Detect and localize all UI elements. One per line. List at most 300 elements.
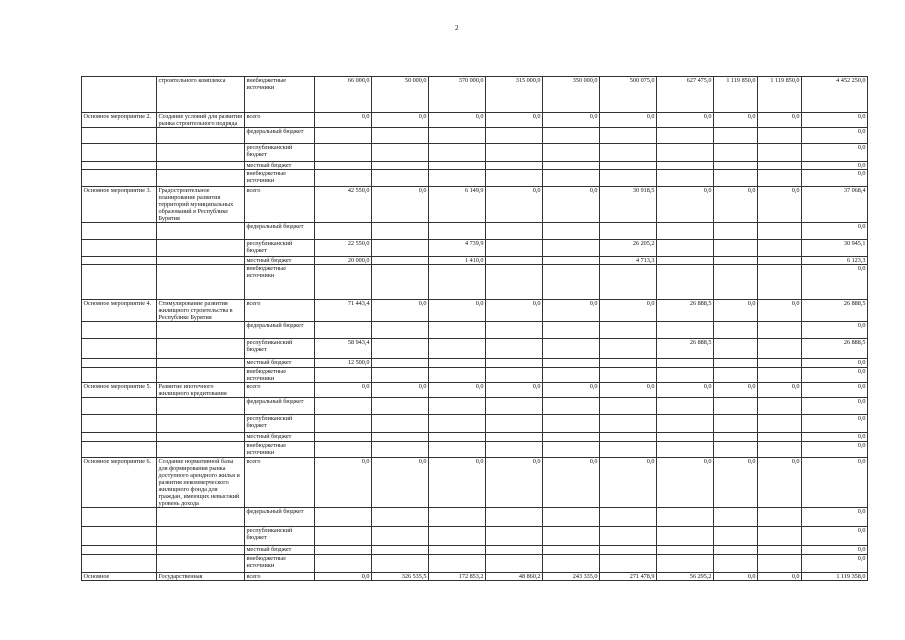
funding-source-cell: всего [245, 187, 315, 223]
activity-cell [82, 223, 157, 240]
value-cell [486, 546, 543, 555]
value-cell [372, 162, 429, 170]
funding-source-cell: республиканский бюджет [245, 339, 315, 359]
value-cell [372, 144, 429, 162]
value-cell [429, 398, 486, 415]
activity-title-cell [157, 162, 245, 170]
value-cell: 0,0 [802, 128, 868, 144]
value-cell [600, 555, 657, 573]
activity-cell: Основное мероприятие 6. [82, 458, 157, 508]
value-cell [372, 527, 429, 546]
funding-source-cell: республиканский бюджет [245, 144, 315, 162]
activity-cell [82, 527, 157, 546]
value-cell [714, 546, 758, 555]
value-cell [657, 223, 714, 240]
table-row [82, 257, 868, 265]
value-cell: 271 478,9 [600, 573, 657, 581]
value-cell: 1 119 358,0 [802, 573, 868, 581]
table-row [82, 265, 868, 300]
activity-title-cell [157, 339, 245, 359]
value-cell [657, 240, 714, 257]
table-row [82, 555, 868, 573]
value-cell: 58 943,4 [315, 339, 372, 359]
value-cell [315, 162, 372, 170]
activity-title-cell [157, 368, 245, 383]
value-cell [600, 359, 657, 368]
value-cell: 0,0 [758, 187, 802, 223]
value-cell: 0,0 [657, 113, 714, 128]
value-cell [600, 128, 657, 144]
value-cell [372, 368, 429, 383]
value-cell [758, 442, 802, 458]
value-cell: 4 739,9 [429, 240, 486, 257]
activity-cell [82, 508, 157, 527]
value-cell [372, 442, 429, 458]
funding-source-cell: внебюджетные источники [245, 555, 315, 573]
activity-cell [82, 128, 157, 144]
value-cell [714, 442, 758, 458]
activity-title-cell [157, 359, 245, 368]
value-cell [429, 170, 486, 187]
value-cell: 0,0 [429, 300, 486, 322]
value-cell: 0,0 [372, 458, 429, 508]
value-cell: 0,0 [802, 368, 868, 383]
activity-cell [82, 257, 157, 265]
value-cell [486, 442, 543, 458]
value-cell: 0,0 [372, 113, 429, 128]
value-cell: 26 888,5 [657, 300, 714, 322]
value-cell: 0,0 [758, 573, 802, 581]
value-cell: 0,0 [315, 573, 372, 581]
activity-title-cell [157, 415, 245, 433]
value-cell [657, 415, 714, 433]
value-cell [543, 162, 600, 170]
value-cell: 0,0 [802, 546, 868, 555]
value-cell [372, 128, 429, 144]
value-cell: 0,0 [600, 300, 657, 322]
value-cell [543, 144, 600, 162]
value-cell: 172 853,2 [429, 573, 486, 581]
value-cell [714, 265, 758, 300]
value-cell: 0,0 [486, 113, 543, 128]
value-cell: 0,0 [315, 458, 372, 508]
value-cell [486, 257, 543, 265]
value-cell [600, 223, 657, 240]
value-cell [714, 415, 758, 433]
value-cell [714, 223, 758, 240]
funding-source-cell: всего [245, 113, 315, 128]
value-cell [758, 527, 802, 546]
value-cell: 0,0 [657, 383, 714, 398]
value-cell [600, 144, 657, 162]
value-cell [429, 415, 486, 433]
value-cell [429, 527, 486, 546]
table-row [82, 458, 868, 508]
value-cell [315, 368, 372, 383]
value-cell [429, 339, 486, 359]
funding-source-cell: всего [245, 300, 315, 322]
value-cell [657, 555, 714, 573]
value-cell: 66 000,0 [315, 77, 372, 113]
value-cell [714, 322, 758, 339]
table-row [82, 187, 868, 223]
value-cell: 0,0 [802, 415, 868, 433]
value-cell: 0,0 [543, 300, 600, 322]
value-cell [315, 144, 372, 162]
value-cell [429, 322, 486, 339]
value-cell [657, 398, 714, 415]
value-cell [543, 546, 600, 555]
value-cell [657, 359, 714, 368]
value-cell [657, 170, 714, 187]
value-cell [315, 527, 372, 546]
value-cell [758, 339, 802, 359]
activity-title-cell: Государственная [157, 573, 245, 581]
activity-cell [82, 442, 157, 458]
value-cell: 20 000,0 [315, 257, 372, 265]
funding-source-cell: республиканский бюджет [245, 415, 315, 433]
value-cell [486, 265, 543, 300]
activity-title-cell [157, 508, 245, 527]
budget-table [81, 76, 868, 581]
activity-cell [82, 265, 157, 300]
value-cell: 0,0 [802, 508, 868, 527]
value-cell: 0,0 [657, 187, 714, 223]
value-cell [543, 265, 600, 300]
table-row [82, 162, 868, 170]
funding-source-cell: федеральный бюджет [245, 322, 315, 339]
value-cell [600, 546, 657, 555]
activity-title-cell: Создание условий для развития рынка строительного подряда [157, 113, 245, 128]
value-cell [543, 415, 600, 433]
value-cell [429, 359, 486, 368]
funding-source-cell: федеральный бюджет [245, 508, 315, 527]
value-cell [657, 265, 714, 300]
activity-cell: Основное мероприятие 4. [82, 300, 157, 322]
value-cell [315, 442, 372, 458]
value-cell: 0,0 [429, 383, 486, 398]
value-cell [543, 240, 600, 257]
value-cell: 243 335,0 [543, 573, 600, 581]
value-cell [543, 223, 600, 240]
value-cell [758, 398, 802, 415]
value-cell: 4 452 250,0 [802, 77, 868, 113]
table-row [82, 398, 868, 415]
value-cell: 1 119 850,0 [714, 77, 758, 113]
activity-cell [82, 415, 157, 433]
value-cell: 48 860,2 [486, 573, 543, 581]
value-cell [657, 546, 714, 555]
value-cell [543, 442, 600, 458]
value-cell: 26 205,2 [600, 240, 657, 257]
table-row [82, 359, 868, 368]
value-cell: 0,0 [802, 170, 868, 187]
activity-cell [82, 170, 157, 187]
value-cell [429, 223, 486, 240]
table-row [82, 546, 868, 555]
value-cell [657, 527, 714, 546]
value-cell [714, 144, 758, 162]
table-row [82, 508, 868, 527]
value-cell: 0,0 [758, 383, 802, 398]
value-cell: 30 918,5 [600, 187, 657, 223]
value-cell [758, 144, 802, 162]
value-cell: 0,0 [600, 383, 657, 398]
funding-source-cell: федеральный бюджет [245, 223, 315, 240]
value-cell [600, 508, 657, 527]
activity-title-cell [157, 398, 245, 415]
value-cell [429, 433, 486, 442]
value-cell [758, 170, 802, 187]
value-cell: 71 443,4 [315, 300, 372, 322]
value-cell [429, 162, 486, 170]
value-cell [372, 398, 429, 415]
activity-title-cell: Создание нормативной базы для формирования рынка доступного арендного жилья и развития некоммерческого жилищного фонда для граждан, имеющих невысокий уровень дохода [157, 458, 245, 508]
activity-title-cell [157, 223, 245, 240]
value-cell [714, 527, 758, 546]
funding-source-cell: всего [245, 383, 315, 398]
value-cell [315, 128, 372, 144]
funding-source-cell: внебюджетные источники [245, 77, 315, 113]
value-cell [657, 162, 714, 170]
table-row [82, 368, 868, 383]
value-cell [543, 339, 600, 359]
activity-title-cell: строительного комплекса [157, 77, 245, 113]
value-cell [315, 223, 372, 240]
activity-title-cell [157, 257, 245, 265]
value-cell: 0,0 [486, 300, 543, 322]
value-cell: 1 410,0 [429, 257, 486, 265]
value-cell: 0,0 [802, 527, 868, 546]
table-row [82, 383, 868, 398]
funding-source-cell: внебюджетные источники [245, 265, 315, 300]
value-cell: 0,0 [802, 398, 868, 415]
value-cell: 50 000,0 [372, 77, 429, 113]
funding-source-cell: местный бюджет [245, 257, 315, 265]
table-row [82, 223, 868, 240]
activity-cell [82, 240, 157, 257]
value-cell [600, 339, 657, 359]
value-cell [372, 508, 429, 527]
table-row [82, 433, 868, 442]
activity-title-cell: Градостроительное планирование развития территорий муниципальных образований в Республике Бурятия [157, 187, 245, 223]
funding-source-cell: местный бюджет [245, 359, 315, 368]
value-cell [543, 508, 600, 527]
activity-cell: Основное мероприятие 5. [82, 383, 157, 398]
value-cell: 0,0 [600, 458, 657, 508]
activity-title-cell [157, 433, 245, 442]
table-row [82, 144, 868, 162]
value-cell [758, 257, 802, 265]
value-cell [714, 128, 758, 144]
value-cell [543, 398, 600, 415]
value-cell [600, 433, 657, 442]
value-cell [486, 170, 543, 187]
activity-title-cell [157, 442, 245, 458]
value-cell [758, 265, 802, 300]
value-cell [758, 546, 802, 555]
table-row [82, 170, 868, 187]
value-cell [315, 433, 372, 442]
value-cell [486, 415, 543, 433]
value-cell [758, 128, 802, 144]
value-cell [315, 555, 372, 573]
value-cell: 0,0 [372, 187, 429, 223]
value-cell: 0,0 [486, 458, 543, 508]
table-row [82, 300, 868, 322]
value-cell [543, 527, 600, 546]
value-cell [429, 368, 486, 383]
table-row [82, 415, 868, 433]
activity-title-cell [157, 144, 245, 162]
value-cell: 42 550,0 [315, 187, 372, 223]
table-row [82, 573, 868, 581]
funding-source-cell: всего [245, 573, 315, 581]
value-cell [600, 368, 657, 383]
value-cell [758, 555, 802, 573]
value-cell [714, 398, 758, 415]
value-cell [714, 257, 758, 265]
funding-source-cell: внебюджетные источники [245, 170, 315, 187]
value-cell [758, 508, 802, 527]
activity-cell [82, 398, 157, 415]
activity-cell [82, 433, 157, 442]
table-row [82, 442, 868, 458]
value-cell [429, 144, 486, 162]
value-cell: 0,0 [758, 300, 802, 322]
value-cell: 315 000,0 [486, 77, 543, 113]
value-cell [429, 508, 486, 527]
activity-title-cell [157, 546, 245, 555]
value-cell: 0,0 [372, 383, 429, 398]
value-cell [486, 223, 543, 240]
value-cell: 0,0 [714, 573, 758, 581]
value-cell: 0,0 [315, 383, 372, 398]
value-cell [372, 339, 429, 359]
value-cell [372, 415, 429, 433]
value-cell [600, 527, 657, 546]
value-cell: 0,0 [657, 458, 714, 508]
value-cell [486, 144, 543, 162]
value-cell [758, 368, 802, 383]
value-cell [543, 128, 600, 144]
value-cell: 0,0 [802, 442, 868, 458]
value-cell: 370 000,0 [429, 77, 486, 113]
value-cell [372, 170, 429, 187]
value-cell: 0,0 [486, 187, 543, 223]
activity-title-cell: Стимулирование развития жилищного строительства в Республике Бурятия [157, 300, 245, 322]
value-cell [714, 240, 758, 257]
activity-title-cell [157, 555, 245, 573]
value-cell: 0,0 [802, 265, 868, 300]
value-cell: 0,0 [802, 162, 868, 170]
value-cell [758, 415, 802, 433]
value-cell: 0,0 [486, 383, 543, 398]
value-cell: 0,0 [758, 458, 802, 508]
value-cell [714, 170, 758, 187]
activity-title-cell [157, 128, 245, 144]
table-row [82, 113, 868, 128]
page-number: 2 [455, 24, 459, 32]
funding-source-cell: федеральный бюджет [245, 398, 315, 415]
value-cell [372, 322, 429, 339]
value-cell [543, 359, 600, 368]
value-cell: 326 535,5 [372, 573, 429, 581]
activity-title-cell [157, 170, 245, 187]
value-cell: 0,0 [714, 458, 758, 508]
funding-source-cell: местный бюджет [245, 546, 315, 555]
value-cell [315, 265, 372, 300]
activity-cell [82, 359, 157, 368]
table-row [82, 240, 868, 257]
funding-source-cell: республиканский бюджет [245, 240, 315, 257]
value-cell: 0,0 [543, 113, 600, 128]
funding-source-cell: всего [245, 458, 315, 508]
value-cell [429, 442, 486, 458]
funding-source-cell: внебюджетные источники [245, 442, 315, 458]
value-cell [372, 265, 429, 300]
activity-cell [82, 339, 157, 359]
activity-cell [82, 144, 157, 162]
value-cell [758, 223, 802, 240]
activity-cell: Основное мероприятие 3. [82, 187, 157, 223]
value-cell [372, 240, 429, 257]
value-cell: 0,0 [429, 458, 486, 508]
value-cell: 500 075,0 [600, 77, 657, 113]
value-cell: 30 945,1 [802, 240, 868, 257]
value-cell [486, 128, 543, 144]
value-cell [372, 223, 429, 240]
table-row [82, 322, 868, 339]
value-cell [657, 257, 714, 265]
value-cell: 0,0 [802, 433, 868, 442]
table-row [82, 77, 868, 113]
value-cell: 26 888,5 [802, 339, 868, 359]
value-cell [372, 359, 429, 368]
value-cell: 0,0 [802, 322, 868, 339]
activity-cell [82, 162, 157, 170]
activity-title-cell [157, 527, 245, 546]
value-cell [758, 322, 802, 339]
activity-title-cell [157, 240, 245, 257]
activity-cell [82, 555, 157, 573]
value-cell [315, 170, 372, 187]
value-cell: 0,0 [372, 300, 429, 322]
value-cell [758, 240, 802, 257]
value-cell [429, 546, 486, 555]
value-cell [372, 433, 429, 442]
value-cell [758, 359, 802, 368]
value-cell [543, 433, 600, 442]
value-cell: 12 500,0 [315, 359, 372, 368]
value-cell [486, 398, 543, 415]
funding-source-cell: местный бюджет [245, 162, 315, 170]
activity-cell [82, 546, 157, 555]
value-cell [486, 359, 543, 368]
value-cell: 0,0 [315, 113, 372, 128]
value-cell [372, 257, 429, 265]
value-cell: 26 888,5 [657, 339, 714, 359]
value-cell [543, 322, 600, 339]
value-cell [543, 257, 600, 265]
value-cell [486, 322, 543, 339]
value-cell [600, 322, 657, 339]
value-cell [486, 555, 543, 573]
value-cell: 0,0 [543, 383, 600, 398]
value-cell [315, 546, 372, 555]
value-cell: 56 295,2 [657, 573, 714, 581]
table-row [82, 527, 868, 546]
